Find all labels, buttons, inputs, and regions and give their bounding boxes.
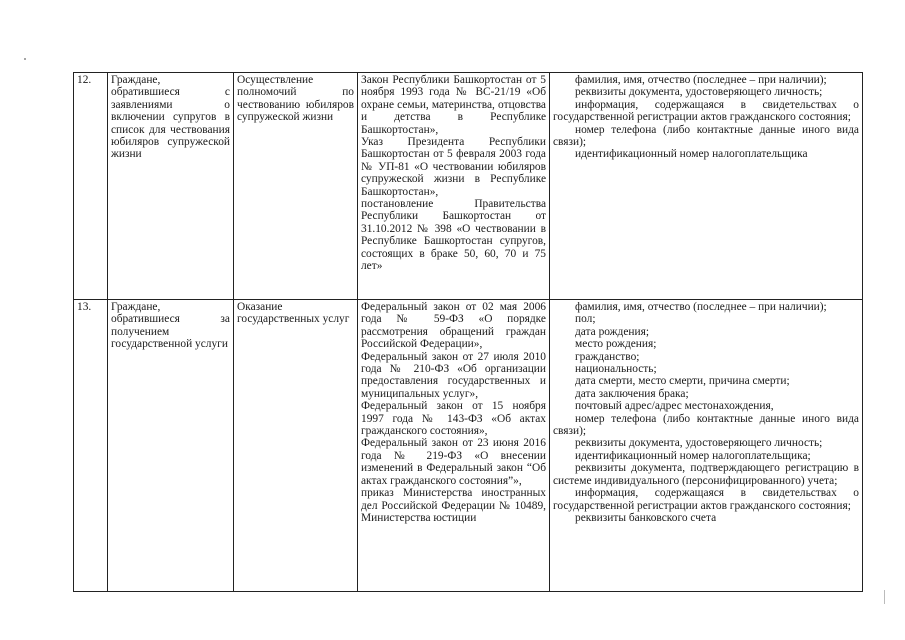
data-item: гражданство;	[575, 350, 640, 363]
legal-act: Указ Президента Республики Башкортостан от 5 февраля 2003 года № УП-81 «О чествовании юбиляров супружеской жизни в Республике Башкортостан»,	[361, 136, 546, 198]
data-item: национальность;	[575, 363, 657, 376]
legal-act: Федеральный закон от 23 июня 2016 года № 219-ФЗ «О внесении изменений в Федеральный закон “Об актах гражданского состояния”»,	[361, 437, 546, 487]
service-cell: Осуществление полномочий по чествованию юбиляров супружеской жизни	[234, 73, 358, 300]
legal-act: Федеральный закон от 27 июля 2010 года № 210-ФЗ «Об организации предоставления государственных и муниципальных услуг»,	[361, 350, 546, 400]
legal-act: постановление Правительства Республики Башкортостан от 31.10.2012 № 398 «О чествовании в Республике Башкортостан супругов, состоящих в браке 50, 60, 70 и 75 лет»	[361, 198, 546, 273]
scan-edge-mark	[884, 590, 885, 604]
data-item: номер телефона (либо контактные данные иного вида связи);	[553, 412, 859, 438]
data-item: дата рождения;	[575, 325, 649, 338]
legal-basis-cell	[358, 73, 550, 300]
data-item: идентификационный номер налогоплательщика	[575, 148, 808, 161]
data-item: реквизиты документа, удостоверяющего личность;	[575, 86, 823, 99]
row-number: 13.	[74, 300, 108, 592]
data-item: реквизиты документа, удостоверяющего личность;	[575, 437, 823, 450]
legal-act: Закон Республики Башкортостан от 5 ноября 1993 года № ВС-21/19 «Об охране семьи, материнства, отцовства и детства в Республике Башкортостан»,	[361, 74, 546, 136]
data-item: дата смерти, место смерти, причина смерти;	[575, 375, 790, 388]
data-item: идентификационный номер налогоплательщика;	[575, 449, 811, 462]
data-item: фамилия, имя, отчество (последнее – при наличии);	[575, 301, 827, 313]
scan-speck	[24, 58, 26, 60]
row-number: 12.	[74, 73, 108, 300]
table-row	[74, 300, 863, 592]
personal-data-table	[73, 72, 863, 592]
legal-act: Федеральный закон от 02 мая 2006 года № 59-ФЗ «О порядке рассмотрения обращений граждан Российской Федерации»,	[361, 301, 546, 351]
data-item: реквизиты банковского счета	[575, 511, 717, 524]
data-item: информация, содержащаяся в свидетельствах о государственной регистрации актов гражданского состояния;	[553, 98, 859, 124]
applicants-cell: Граждане, обратившиеся за получением государственной услуги	[108, 300, 234, 592]
data-item: место рождения;	[575, 338, 657, 351]
data-item: дата заключения брака;	[575, 387, 689, 400]
applicants-cell: Граждане, обратившиеся с заявлениями о включении супругов в список для чествования юбиляров супружеской жизни	[108, 73, 234, 300]
data-item: почтовый адрес/адрес местонахождения,	[575, 400, 774, 413]
legal-act: приказ Министерства иностранных дел Российской Федерации № 10489, Министерства юстиции	[361, 487, 546, 524]
personal-data-cell	[550, 300, 863, 592]
data-item: информация, содержащаяся в свидетельствах о государственной регистрации актов гражданского состояния;	[553, 487, 859, 512]
data-item: пол;	[575, 313, 596, 326]
data-item: фамилия, имя, отчество (последнее – при наличии);	[575, 74, 827, 86]
legal-act: Федеральный закон от 15 ноября 1997 года № 143-ФЗ «Об актах гражданского состояния»,	[361, 400, 546, 438]
data-item: реквизиты документа, подтверждающего регистрацию в системе индивидуального (персонифицированного) учета;	[553, 462, 859, 487]
service-cell: Оказание государственных услуг	[234, 300, 358, 592]
data-item: номер телефона (либо контактные данные иного вида связи);	[553, 123, 859, 149]
personal-data-cell	[550, 73, 863, 300]
legal-basis-cell	[358, 300, 550, 592]
table-row	[74, 73, 863, 300]
